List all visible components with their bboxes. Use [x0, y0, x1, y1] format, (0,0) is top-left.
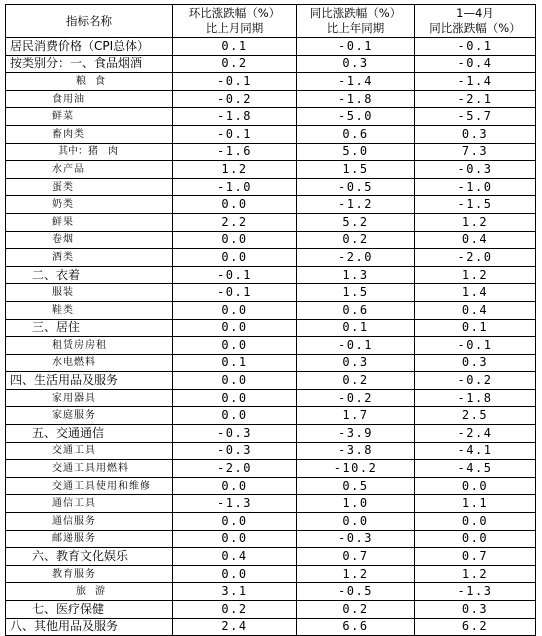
ytd-value: -2.0 — [415, 249, 536, 267]
mom-value: -1.6 — [173, 143, 297, 161]
mom-value: 0.4 — [173, 548, 297, 566]
mom-value: 2.4 — [173, 618, 297, 636]
cpi-table-container — [5, 4, 536, 636]
header-mom-line1: 环比涨跌幅（%） — [188, 6, 281, 20]
header-ytd-line1: 1—4月 — [456, 6, 494, 20]
mom-value: 0.0 — [173, 530, 297, 548]
yoy-value: -3.8 — [297, 442, 415, 460]
ytd-value: 0.0 — [415, 513, 536, 531]
mom-value: 0.0 — [173, 249, 297, 267]
yoy-value: 0.3 — [297, 55, 415, 73]
mom-value: -0.2 — [173, 90, 297, 108]
table-row — [6, 530, 536, 548]
table-row — [6, 231, 536, 249]
header-ytd-line2: 同比涨跌幅（%） — [429, 21, 521, 35]
table-row — [6, 90, 536, 108]
yoy-value: -0.1 — [297, 38, 415, 56]
row-name: 水电燃料 — [6, 354, 173, 372]
ytd-value: 1.2 — [415, 213, 536, 231]
yoy-value: -0.3 — [297, 530, 415, 548]
row-name: 奶类 — [6, 196, 173, 214]
row-name: 旅游 — [6, 583, 173, 601]
yoy-value: 1.2 — [297, 565, 415, 583]
mom-value: -0.1 — [173, 125, 297, 143]
table-row — [6, 161, 536, 179]
table-row — [6, 38, 536, 56]
mom-value: -1.3 — [173, 495, 297, 513]
yoy-value: 0.3 — [297, 354, 415, 372]
yoy-value: 0.2 — [297, 231, 415, 249]
ytd-value: 2.5 — [415, 407, 536, 425]
header-yoy-line2: 比上年同期 — [326, 21, 385, 35]
row-name: 邮递服务 — [6, 530, 173, 548]
row-name: 八、其他用品及服务 — [6, 618, 173, 636]
ytd-value: 0.0 — [415, 530, 536, 548]
ytd-value: -1.5 — [415, 196, 536, 214]
row-name: 粮食 — [6, 73, 173, 91]
mom-value: 1.2 — [173, 161, 297, 179]
ytd-value: -5.7 — [415, 108, 536, 126]
table-row — [6, 389, 536, 407]
mom-value: 2.2 — [173, 213, 297, 231]
yoy-value: -1.2 — [297, 196, 415, 214]
mom-value: 3.1 — [173, 583, 297, 601]
mom-value: 0.2 — [173, 55, 297, 73]
yoy-value: -0.5 — [297, 583, 415, 601]
table-row — [6, 319, 536, 337]
row-name: 交通工具用燃料 — [6, 460, 173, 478]
row-name: 通信工具 — [6, 495, 173, 513]
row-name: 二、衣着 — [6, 266, 173, 284]
ytd-value: -1.3 — [415, 583, 536, 601]
yoy-value: 1.0 — [297, 495, 415, 513]
ytd-value: 1.2 — [415, 565, 536, 583]
table-row — [6, 108, 536, 126]
row-name: 其中：猪 肉 — [6, 143, 173, 161]
table-row — [6, 477, 536, 495]
yoy-value: -2.0 — [297, 249, 415, 267]
row-name: 食用油 — [6, 90, 173, 108]
mom-value: 0.0 — [173, 372, 297, 390]
table-header — [6, 5, 536, 38]
ytd-value: -1.8 — [415, 389, 536, 407]
header-indicator-name: 指标名称 — [6, 5, 173, 38]
table-row — [6, 407, 536, 425]
yoy-value: 5.2 — [297, 213, 415, 231]
ytd-value: -1.0 — [415, 178, 536, 196]
ytd-value: 1.2 — [415, 266, 536, 284]
table-row — [6, 372, 536, 390]
row-name: 鞋类 — [6, 301, 173, 319]
yoy-value: -3.9 — [297, 425, 415, 443]
ytd-value: 6.2 — [415, 618, 536, 636]
table-row — [6, 460, 536, 478]
mom-value: -1.8 — [173, 108, 297, 126]
yoy-value: 5.0 — [297, 143, 415, 161]
row-name: 六、教育文化娱乐 — [6, 548, 173, 566]
table-row — [6, 601, 536, 619]
row-name: 蛋类 — [6, 178, 173, 196]
header-yoy — [297, 5, 415, 38]
ytd-value: -0.1 — [415, 38, 536, 56]
ytd-value: 0.0 — [415, 477, 536, 495]
mom-value: -0.1 — [173, 284, 297, 302]
yoy-value: -5.0 — [297, 108, 415, 126]
row-name: 鲜菜 — [6, 108, 173, 126]
row-name: 交通工具使用和维修 — [6, 477, 173, 495]
ytd-value: -0.2 — [415, 372, 536, 390]
mom-value: 0.0 — [173, 319, 297, 337]
yoy-value: -1.4 — [297, 73, 415, 91]
yoy-value: -0.1 — [297, 337, 415, 355]
row-name: 四、生活用品及服务 — [6, 372, 173, 390]
table-row — [6, 354, 536, 372]
yoy-value: 0.6 — [297, 301, 415, 319]
mom-value: 0.0 — [173, 196, 297, 214]
row-name: 租赁房房租 — [6, 337, 173, 355]
table-row — [6, 266, 536, 284]
row-name: 七、医疗保健 — [6, 601, 173, 619]
table-row — [6, 284, 536, 302]
ytd-value: -4.5 — [415, 460, 536, 478]
mom-value: 0.0 — [173, 301, 297, 319]
row-name: 卷烟 — [6, 231, 173, 249]
mom-value: 0.0 — [173, 565, 297, 583]
table-body — [6, 38, 536, 636]
row-name: 酒类 — [6, 249, 173, 267]
ytd-value: -1.4 — [415, 73, 536, 91]
table-row — [6, 442, 536, 460]
ytd-value: 0.1 — [415, 319, 536, 337]
mom-value: -0.3 — [173, 425, 297, 443]
yoy-value: 0.0 — [297, 513, 415, 531]
ytd-value: -2.1 — [415, 90, 536, 108]
ytd-value: -4.1 — [415, 442, 536, 460]
ytd-value: 0.3 — [415, 601, 536, 619]
ytd-value: -0.1 — [415, 337, 536, 355]
yoy-value: -1.8 — [297, 90, 415, 108]
row-name: 按类别分：一、食品烟酒 — [6, 55, 173, 73]
table-row — [6, 583, 536, 601]
header-mom — [173, 5, 297, 38]
mom-value: -0.3 — [173, 442, 297, 460]
row-name: 水产品 — [6, 161, 173, 179]
ytd-value: 0.3 — [415, 354, 536, 372]
yoy-value: 0.5 — [297, 477, 415, 495]
row-name: 居民消费价格（CPI总体） — [6, 38, 173, 56]
ytd-value: 0.7 — [415, 548, 536, 566]
ytd-value: 1.1 — [415, 495, 536, 513]
yoy-value: 6.6 — [297, 618, 415, 636]
table-row — [6, 513, 536, 531]
row-name: 服装 — [6, 284, 173, 302]
ytd-value: -0.4 — [415, 55, 536, 73]
table-row — [6, 196, 536, 214]
table-row — [6, 301, 536, 319]
mom-value: 0.0 — [173, 337, 297, 355]
ytd-value: 0.4 — [415, 301, 536, 319]
row-name: 教育服务 — [6, 565, 173, 583]
mom-value: -0.1 — [173, 73, 297, 91]
ytd-value: -0.3 — [415, 161, 536, 179]
yoy-value: -0.5 — [297, 178, 415, 196]
yoy-value: 0.6 — [297, 125, 415, 143]
table-row — [6, 618, 536, 636]
table-row — [6, 495, 536, 513]
yoy-value: 1.7 — [297, 407, 415, 425]
yoy-value: 0.7 — [297, 548, 415, 566]
mom-value: 0.1 — [173, 38, 297, 56]
mom-value: -1.0 — [173, 178, 297, 196]
row-name: 鲜果 — [6, 213, 173, 231]
yoy-value: 1.5 — [297, 161, 415, 179]
mom-value: 0.2 — [173, 601, 297, 619]
yoy-value: -10.2 — [297, 460, 415, 478]
row-name: 交通工具 — [6, 442, 173, 460]
mom-value: 0.0 — [173, 389, 297, 407]
table-row — [6, 425, 536, 443]
cpi-table — [5, 4, 536, 636]
mom-value: 0.1 — [173, 354, 297, 372]
table-row — [6, 548, 536, 566]
table-row — [6, 213, 536, 231]
row-name: 家庭服务 — [6, 407, 173, 425]
table-row — [6, 337, 536, 355]
table-row — [6, 178, 536, 196]
yoy-value: 0.2 — [297, 601, 415, 619]
mom-value: -0.1 — [173, 266, 297, 284]
ytd-value: 1.4 — [415, 284, 536, 302]
row-name: 通信服务 — [6, 513, 173, 531]
yoy-value: -0.2 — [297, 389, 415, 407]
table-row — [6, 125, 536, 143]
ytd-value: 0.3 — [415, 125, 536, 143]
table-row — [6, 55, 536, 73]
mom-value: 0.0 — [173, 477, 297, 495]
table-row — [6, 249, 536, 267]
row-name: 畜肉类 — [6, 125, 173, 143]
ytd-value: 7.3 — [415, 143, 536, 161]
row-name: 家用器具 — [6, 389, 173, 407]
ytd-value: 0.4 — [415, 231, 536, 249]
yoy-value: 0.2 — [297, 372, 415, 390]
header-yoy-line1: 同比涨跌幅（%） — [309, 6, 402, 20]
mom-value: -2.0 — [173, 460, 297, 478]
row-name: 三、居住 — [6, 319, 173, 337]
row-name: 五、交通通信 — [6, 425, 173, 443]
mom-value: 0.0 — [173, 231, 297, 249]
table-row — [6, 143, 536, 161]
yoy-value: 1.5 — [297, 284, 415, 302]
ytd-value: -2.4 — [415, 425, 536, 443]
yoy-value: 0.1 — [297, 319, 415, 337]
mom-value: 0.0 — [173, 407, 297, 425]
yoy-value: 1.3 — [297, 266, 415, 284]
header-mom-line2: 比上月同期 — [205, 21, 264, 35]
table-row — [6, 73, 536, 91]
table-row — [6, 565, 536, 583]
mom-value: 0.0 — [173, 513, 297, 531]
header-ytd — [415, 5, 536, 38]
